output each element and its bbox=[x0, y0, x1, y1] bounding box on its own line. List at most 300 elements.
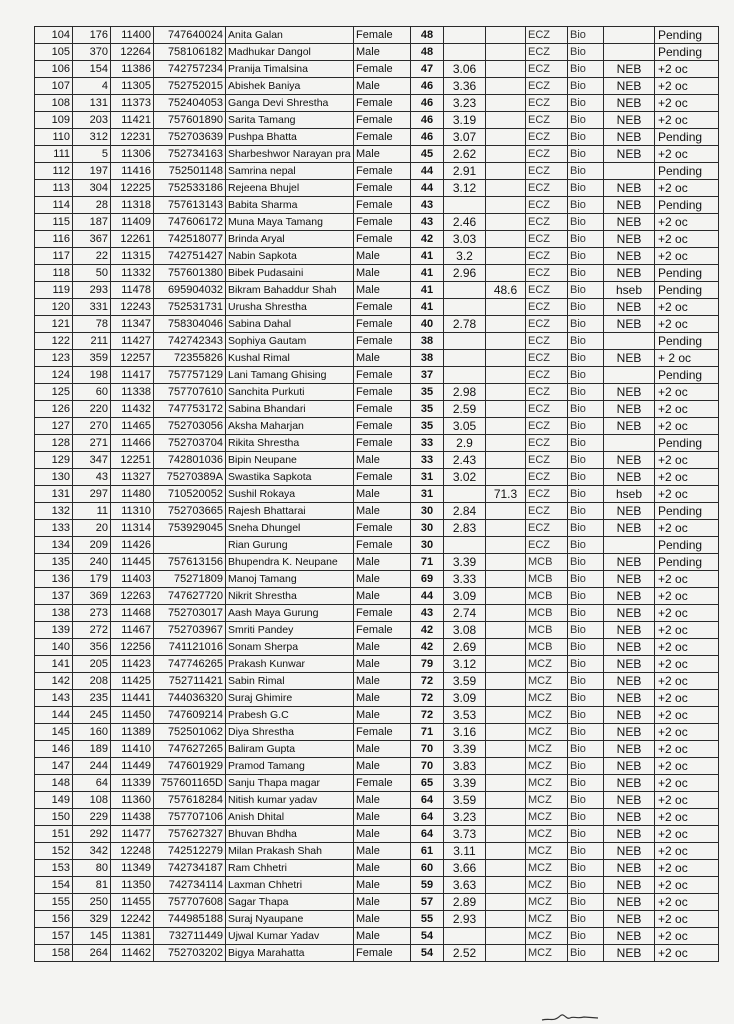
cell-roll: 220 bbox=[73, 401, 111, 418]
cell-marks: 44 bbox=[411, 180, 444, 197]
cell-board: NEB bbox=[604, 78, 655, 95]
cell-marks: 41 bbox=[411, 282, 444, 299]
cell-grp: Bio bbox=[568, 163, 604, 180]
cell-status: +2 oc bbox=[655, 231, 719, 248]
table-row bbox=[35, 197, 719, 214]
cell-name: Suraj Nyaupane bbox=[226, 911, 354, 928]
cell-sub: ECZ bbox=[526, 469, 568, 486]
cell-extra bbox=[486, 401, 526, 418]
cell-roll: 244 bbox=[73, 758, 111, 775]
cell-roll: 208 bbox=[73, 673, 111, 690]
cell-extra bbox=[486, 911, 526, 928]
cell-sym: 747627265 bbox=[154, 741, 226, 758]
cell-board: NEB bbox=[604, 826, 655, 843]
cell-sym: 752533186 bbox=[154, 180, 226, 197]
cell-extra bbox=[486, 418, 526, 435]
cell-marks: 42 bbox=[411, 622, 444, 639]
cell-sn: 107 bbox=[35, 78, 73, 95]
cell-sub: MCZ bbox=[526, 877, 568, 894]
cell-name: Aksha Maharjan bbox=[226, 418, 354, 435]
cell-sex: Female bbox=[354, 367, 411, 384]
cell-sex: Female bbox=[354, 180, 411, 197]
cell-extra bbox=[486, 265, 526, 282]
cell-status: +2 oc bbox=[655, 656, 719, 673]
table-row bbox=[35, 741, 719, 758]
cell-sub: MCZ bbox=[526, 945, 568, 962]
cell-gpa bbox=[444, 367, 486, 384]
cell-sn: 127 bbox=[35, 418, 73, 435]
cell-sym: 752703017 bbox=[154, 605, 226, 622]
table-row bbox=[35, 758, 719, 775]
cell-reg: 11381 bbox=[111, 928, 154, 945]
cell-sub: MCB bbox=[526, 588, 568, 605]
cell-marks: 44 bbox=[411, 588, 444, 605]
cell-roll: 273 bbox=[73, 605, 111, 622]
cell-sym: 744985188 bbox=[154, 911, 226, 928]
cell-sub: ECZ bbox=[526, 401, 568, 418]
cell-board: NEB bbox=[604, 214, 655, 231]
cell-sub: MCZ bbox=[526, 843, 568, 860]
cell-status: Pending bbox=[655, 537, 719, 554]
cell-gpa: 3.73 bbox=[444, 826, 486, 843]
cell-status: +2 oc bbox=[655, 826, 719, 843]
cell-reg: 11462 bbox=[111, 945, 154, 962]
cell-status: Pending bbox=[655, 163, 719, 180]
cell-status: Pending bbox=[655, 197, 719, 214]
cell-gpa: 3.05 bbox=[444, 418, 486, 435]
cell-reg: 11318 bbox=[111, 197, 154, 214]
table-row bbox=[35, 316, 719, 333]
cell-board: NEB bbox=[604, 724, 655, 741]
cell-status: Pending bbox=[655, 503, 719, 520]
cell-board: NEB bbox=[604, 622, 655, 639]
cell-extra: 48.6 bbox=[486, 282, 526, 299]
cell-sex: Male bbox=[354, 758, 411, 775]
cell-reg: 11445 bbox=[111, 554, 154, 571]
table-row bbox=[35, 214, 719, 231]
table-row bbox=[35, 503, 719, 520]
cell-sex: Male bbox=[354, 826, 411, 843]
cell-roll: 198 bbox=[73, 367, 111, 384]
cell-sn: 108 bbox=[35, 95, 73, 112]
table-row bbox=[35, 265, 719, 282]
cell-sym: 747627720 bbox=[154, 588, 226, 605]
cell-status: +2 oc bbox=[655, 214, 719, 231]
cell-board: NEB bbox=[604, 588, 655, 605]
cell-roll: 211 bbox=[73, 333, 111, 350]
cell-name: Urusha Shrestha bbox=[226, 299, 354, 316]
cell-status: +2 oc bbox=[655, 860, 719, 877]
cell-reg: 11373 bbox=[111, 95, 154, 112]
cell-grp: Bio bbox=[568, 520, 604, 537]
table-row bbox=[35, 418, 719, 435]
cell-sn: 126 bbox=[35, 401, 73, 418]
cell-reg: 12257 bbox=[111, 350, 154, 367]
cell-reg: 12263 bbox=[111, 588, 154, 605]
cell-name: Sanju Thapa magar bbox=[226, 775, 354, 792]
cell-reg: 11421 bbox=[111, 112, 154, 129]
cell-board bbox=[604, 435, 655, 452]
cell-sex: Male bbox=[354, 928, 411, 945]
cell-name: Kushal Rimal bbox=[226, 350, 354, 367]
cell-marks: 31 bbox=[411, 486, 444, 503]
cell-name: Pranija Timalsina bbox=[226, 61, 354, 78]
cell-sex: Male bbox=[354, 486, 411, 503]
cell-sn: 129 bbox=[35, 452, 73, 469]
cell-reg: 11417 bbox=[111, 367, 154, 384]
cell-sub: ECZ bbox=[526, 129, 568, 146]
cell-gpa: 3.07 bbox=[444, 129, 486, 146]
cell-roll: 20 bbox=[73, 520, 111, 537]
cell-sym: 695904032 bbox=[154, 282, 226, 299]
cell-sym: 742518077 bbox=[154, 231, 226, 248]
cell-extra bbox=[486, 775, 526, 792]
cell-board bbox=[604, 163, 655, 180]
cell-sn: 121 bbox=[35, 316, 73, 333]
cell-name: Nikrit Shrestha bbox=[226, 588, 354, 605]
cell-marks: 41 bbox=[411, 248, 444, 265]
cell-roll: 297 bbox=[73, 486, 111, 503]
cell-roll: 145 bbox=[73, 928, 111, 945]
cell-name: Suraj Ghimire bbox=[226, 690, 354, 707]
cell-sym: 742742343 bbox=[154, 333, 226, 350]
cell-board bbox=[604, 537, 655, 554]
cell-sex: Female bbox=[354, 316, 411, 333]
cell-sn: 145 bbox=[35, 724, 73, 741]
cell-extra bbox=[486, 758, 526, 775]
cell-grp: Bio bbox=[568, 248, 604, 265]
cell-reg: 11389 bbox=[111, 724, 154, 741]
cell-status: +2 oc bbox=[655, 775, 719, 792]
cell-sn: 130 bbox=[35, 469, 73, 486]
cell-sym: 757707106 bbox=[154, 809, 226, 826]
cell-status: +2 oc bbox=[655, 316, 719, 333]
cell-grp: Bio bbox=[568, 112, 604, 129]
cell-sex: Female bbox=[354, 622, 411, 639]
cell-sex: Male bbox=[354, 809, 411, 826]
cell-gpa: 2.84 bbox=[444, 503, 486, 520]
cell-status: Pending bbox=[655, 435, 719, 452]
cell-extra bbox=[486, 163, 526, 180]
cell-sub: ECZ bbox=[526, 367, 568, 384]
cell-sym: 747609214 bbox=[154, 707, 226, 724]
cell-board bbox=[604, 44, 655, 61]
cell-reg: 12256 bbox=[111, 639, 154, 656]
cell-extra bbox=[486, 95, 526, 112]
cell-reg: 11465 bbox=[111, 418, 154, 435]
cell-sym: 757707610 bbox=[154, 384, 226, 401]
table-row bbox=[35, 605, 719, 622]
cell-sym: 757707608 bbox=[154, 894, 226, 911]
cell-reg: 11360 bbox=[111, 792, 154, 809]
cell-sn: 124 bbox=[35, 367, 73, 384]
cell-status: +2 oc bbox=[655, 622, 719, 639]
cell-grp: Bio bbox=[568, 197, 604, 214]
cell-roll: 176 bbox=[73, 27, 111, 44]
cell-sex: Male bbox=[354, 639, 411, 656]
table-row bbox=[35, 452, 719, 469]
cell-roll: 81 bbox=[73, 877, 111, 894]
cell-reg: 12264 bbox=[111, 44, 154, 61]
cell-sex: Male bbox=[354, 673, 411, 690]
cell-grp: Bio bbox=[568, 911, 604, 928]
cell-roll: 342 bbox=[73, 843, 111, 860]
cell-reg: 11467 bbox=[111, 622, 154, 639]
cell-sym: 757618284 bbox=[154, 792, 226, 809]
cell-status: +2 oc bbox=[655, 588, 719, 605]
cell-sn: 120 bbox=[35, 299, 73, 316]
cell-reg: 11315 bbox=[111, 248, 154, 265]
cell-grp: Bio bbox=[568, 299, 604, 316]
cell-board bbox=[604, 367, 655, 384]
cell-marks: 38 bbox=[411, 350, 444, 367]
cell-gpa bbox=[444, 333, 486, 350]
table-row bbox=[35, 928, 719, 945]
cell-status: +2 oc bbox=[655, 78, 719, 95]
cell-gpa: 3.59 bbox=[444, 792, 486, 809]
cell-gpa: 2.69 bbox=[444, 639, 486, 656]
cell-sub: MCB bbox=[526, 639, 568, 656]
cell-sym: 747640024 bbox=[154, 27, 226, 44]
cell-sex: Male bbox=[354, 792, 411, 809]
cell-roll: 43 bbox=[73, 469, 111, 486]
cell-reg: 11350 bbox=[111, 877, 154, 894]
cell-sn: 136 bbox=[35, 571, 73, 588]
cell-sn: 144 bbox=[35, 707, 73, 724]
cell-name: Sharbeshwor Narayan pra bbox=[226, 146, 354, 163]
cell-sub: MCB bbox=[526, 605, 568, 622]
cell-marks: 48 bbox=[411, 44, 444, 61]
cell-sn: 155 bbox=[35, 894, 73, 911]
cell-sn: 146 bbox=[35, 741, 73, 758]
cell-sn: 122 bbox=[35, 333, 73, 350]
cell-gpa: 3.16 bbox=[444, 724, 486, 741]
cell-sn: 114 bbox=[35, 197, 73, 214]
cell-gpa: 3.11 bbox=[444, 843, 486, 860]
cell-sex: Male bbox=[354, 588, 411, 605]
cell-sex: Male bbox=[354, 554, 411, 571]
table-row bbox=[35, 877, 719, 894]
cell-reg: 11386 bbox=[111, 61, 154, 78]
cell-reg: 11477 bbox=[111, 826, 154, 843]
cell-sub: ECZ bbox=[526, 265, 568, 282]
cell-sym: 752711421 bbox=[154, 673, 226, 690]
cell-name: Manoj Tamang bbox=[226, 571, 354, 588]
cell-status: Pending bbox=[655, 27, 719, 44]
cell-reg: 11449 bbox=[111, 758, 154, 775]
cell-grp: Bio bbox=[568, 401, 604, 418]
cell-sym: 752752015 bbox=[154, 78, 226, 95]
cell-name: Sanchita Purkuti bbox=[226, 384, 354, 401]
cell-reg: 11455 bbox=[111, 894, 154, 911]
cell-extra bbox=[486, 724, 526, 741]
cell-roll: 293 bbox=[73, 282, 111, 299]
cell-board: NEB bbox=[604, 605, 655, 622]
table-row bbox=[35, 809, 719, 826]
cell-sub: MCZ bbox=[526, 775, 568, 792]
cell-marks: 54 bbox=[411, 928, 444, 945]
cell-sn: 158 bbox=[35, 945, 73, 962]
cell-board: NEB bbox=[604, 61, 655, 78]
cell-sn: 118 bbox=[35, 265, 73, 282]
cell-marks: 59 bbox=[411, 877, 444, 894]
cell-status: +2 oc bbox=[655, 843, 719, 860]
cell-extra bbox=[486, 605, 526, 622]
cell-gpa: 3.53 bbox=[444, 707, 486, 724]
cell-grp: Bio bbox=[568, 503, 604, 520]
cell-reg: 11349 bbox=[111, 860, 154, 877]
cell-extra bbox=[486, 877, 526, 894]
cell-board: hseb bbox=[604, 282, 655, 299]
cell-board: NEB bbox=[604, 112, 655, 129]
cell-gpa: 3.39 bbox=[444, 554, 486, 571]
cell-extra bbox=[486, 214, 526, 231]
cell-status: +2 oc bbox=[655, 248, 719, 265]
cell-gpa: 2.52 bbox=[444, 945, 486, 962]
cell-grp: Bio bbox=[568, 27, 604, 44]
table-row bbox=[35, 129, 719, 146]
cell-reg: 12261 bbox=[111, 231, 154, 248]
cell-extra bbox=[486, 622, 526, 639]
cell-status: +2 oc bbox=[655, 112, 719, 129]
cell-name: Laxman Chhetri bbox=[226, 877, 354, 894]
cell-grp: Bio bbox=[568, 367, 604, 384]
cell-grp: Bio bbox=[568, 469, 604, 486]
table-row bbox=[35, 588, 719, 605]
cell-status: +2 oc bbox=[655, 605, 719, 622]
cell-sub: MCB bbox=[526, 554, 568, 571]
cell-roll: 329 bbox=[73, 911, 111, 928]
cell-board bbox=[604, 333, 655, 350]
cell-board: NEB bbox=[604, 571, 655, 588]
cell-roll: 4 bbox=[73, 78, 111, 95]
cell-board: NEB bbox=[604, 180, 655, 197]
cell-extra bbox=[486, 690, 526, 707]
cell-name: Pramod Tamang bbox=[226, 758, 354, 775]
cell-sn: 156 bbox=[35, 911, 73, 928]
cell-extra bbox=[486, 367, 526, 384]
cell-status: +2 oc bbox=[655, 690, 719, 707]
cell-gpa: 3.19 bbox=[444, 112, 486, 129]
cell-marks: 41 bbox=[411, 265, 444, 282]
cell-roll: 187 bbox=[73, 214, 111, 231]
cell-marks: 40 bbox=[411, 316, 444, 333]
cell-gpa: 3.33 bbox=[444, 571, 486, 588]
cell-sym: 741121016 bbox=[154, 639, 226, 656]
table-row bbox=[35, 775, 719, 792]
cell-sex: Male bbox=[354, 571, 411, 588]
table-row bbox=[35, 639, 719, 656]
cell-sub: ECZ bbox=[526, 146, 568, 163]
cell-sub: ECZ bbox=[526, 452, 568, 469]
table-row bbox=[35, 435, 719, 452]
cell-sub: MCZ bbox=[526, 758, 568, 775]
cell-reg: 12231 bbox=[111, 129, 154, 146]
cell-grp: Bio bbox=[568, 707, 604, 724]
table-row bbox=[35, 384, 719, 401]
cell-sn: 115 bbox=[35, 214, 73, 231]
cell-gpa: 2.46 bbox=[444, 214, 486, 231]
cell-gpa: 3.23 bbox=[444, 95, 486, 112]
cell-sub: ECZ bbox=[526, 214, 568, 231]
cell-marks: 43 bbox=[411, 197, 444, 214]
table-row bbox=[35, 707, 719, 724]
cell-status: +2 oc bbox=[655, 724, 719, 741]
cell-sub: ECZ bbox=[526, 333, 568, 350]
cell-gpa: 3.63 bbox=[444, 877, 486, 894]
cell-board: NEB bbox=[604, 95, 655, 112]
cell-marks: 72 bbox=[411, 673, 444, 690]
cell-board: NEB bbox=[604, 248, 655, 265]
cell-sex: Female bbox=[354, 299, 411, 316]
table-row bbox=[35, 469, 719, 486]
cell-roll: 271 bbox=[73, 435, 111, 452]
cell-gpa: 3.12 bbox=[444, 180, 486, 197]
cell-extra bbox=[486, 248, 526, 265]
cell-status: +2 oc bbox=[655, 469, 719, 486]
cell-status: Pending bbox=[655, 265, 719, 282]
cell-sn: 150 bbox=[35, 809, 73, 826]
cell-grp: Bio bbox=[568, 452, 604, 469]
cell-board: NEB bbox=[604, 299, 655, 316]
cell-marks: 48 bbox=[411, 27, 444, 44]
cell-extra bbox=[486, 554, 526, 571]
cell-sex: Male bbox=[354, 894, 411, 911]
table-row bbox=[35, 486, 719, 503]
cell-board: NEB bbox=[604, 129, 655, 146]
cell-roll: 240 bbox=[73, 554, 111, 571]
cell-roll: 359 bbox=[73, 350, 111, 367]
cell-grp: Bio bbox=[568, 146, 604, 163]
cell-sub: ECZ bbox=[526, 248, 568, 265]
cell-status: +2 oc bbox=[655, 894, 719, 911]
cell-grp: Bio bbox=[568, 384, 604, 401]
cell-marks: 42 bbox=[411, 231, 444, 248]
cell-sym: 752703639 bbox=[154, 129, 226, 146]
cell-grp: Bio bbox=[568, 316, 604, 333]
cell-reg: 11347 bbox=[111, 316, 154, 333]
cell-grp: Bio bbox=[568, 231, 604, 248]
cell-gpa: 3.06 bbox=[444, 61, 486, 78]
cell-extra bbox=[486, 520, 526, 537]
cell-sub: ECZ bbox=[526, 384, 568, 401]
table-row bbox=[35, 894, 719, 911]
cell-roll: 229 bbox=[73, 809, 111, 826]
cell-sym: 747601929 bbox=[154, 758, 226, 775]
cell-roll: 22 bbox=[73, 248, 111, 265]
cell-board: hseb bbox=[604, 486, 655, 503]
cell-sub: MCZ bbox=[526, 826, 568, 843]
cell-board: NEB bbox=[604, 911, 655, 928]
cell-status: +2 oc bbox=[655, 180, 719, 197]
cell-board: NEB bbox=[604, 928, 655, 945]
cell-extra bbox=[486, 588, 526, 605]
cell-name: Smriti Pandey bbox=[226, 622, 354, 639]
cell-grp: Bio bbox=[568, 792, 604, 809]
cell-reg: 11427 bbox=[111, 333, 154, 350]
cell-grp: Bio bbox=[568, 214, 604, 231]
cell-reg: 12243 bbox=[111, 299, 154, 316]
cell-roll: 270 bbox=[73, 418, 111, 435]
cell-status: +2 oc bbox=[655, 95, 719, 112]
cell-name: Rejeena Bhujel bbox=[226, 180, 354, 197]
cell-sn: 116 bbox=[35, 231, 73, 248]
cell-marks: 44 bbox=[411, 163, 444, 180]
cell-gpa: 3.83 bbox=[444, 758, 486, 775]
cell-sym: 744036320 bbox=[154, 690, 226, 707]
cell-sn: 128 bbox=[35, 435, 73, 452]
cell-grp: Bio bbox=[568, 826, 604, 843]
